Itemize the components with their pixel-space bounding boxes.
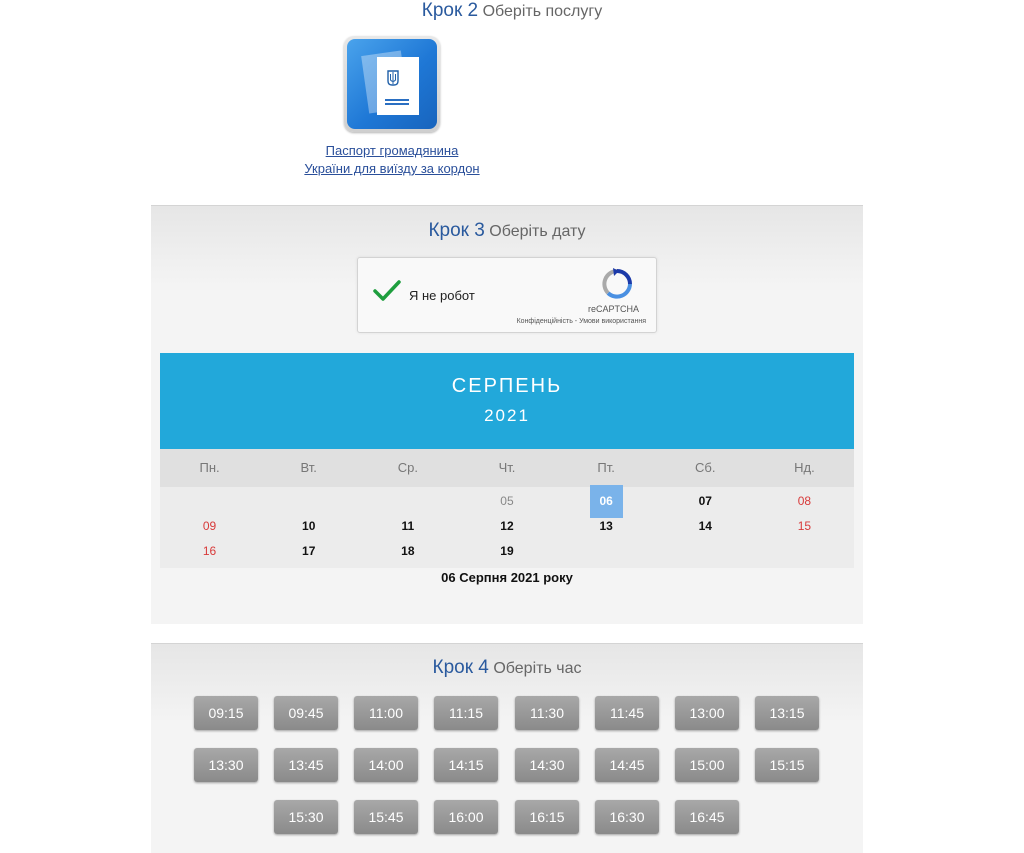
calendar-header bbox=[160, 353, 854, 449]
calendar-day[interactable]: 08 bbox=[797, 494, 812, 508]
time-slot-button[interactable]: 09:45 bbox=[274, 696, 338, 730]
calendar-day[interactable]: 18 bbox=[401, 544, 415, 558]
step2-text: Оберіть послугу bbox=[482, 3, 603, 20]
step3-panel bbox=[151, 205, 863, 624]
calendar-cell bbox=[358, 514, 457, 539]
step2-title bbox=[0, 0, 1024, 22]
weekday-label: Пт. bbox=[597, 460, 615, 475]
time-slot-button[interactable]: 15:45 bbox=[354, 800, 418, 834]
weekday-label: Пн. bbox=[199, 460, 220, 475]
calendar-month: СЕРПЕНЬ bbox=[451, 375, 563, 397]
calendar-day[interactable]: 10 bbox=[302, 519, 316, 533]
service-link-line2[interactable]: України для виїзду за кордон bbox=[304, 161, 480, 176]
calendar-day[interactable]: 16 bbox=[202, 544, 217, 558]
step3-number: Крок 3 bbox=[428, 220, 485, 241]
time-slot-button[interactable]: 15:00 bbox=[675, 748, 739, 782]
calendar-cell bbox=[358, 489, 457, 514]
calendar-day[interactable]: 09 bbox=[202, 519, 217, 533]
calendar-day[interactable]: 13 bbox=[599, 519, 613, 533]
calendar-cell bbox=[755, 539, 854, 564]
calendar-day-selected[interactable]: 06 bbox=[590, 485, 623, 518]
step4-text: Оберіть час bbox=[493, 660, 582, 677]
calendar-cell bbox=[259, 539, 358, 564]
date-calendar bbox=[160, 353, 854, 585]
service-link-line1[interactable]: Паспорт громадянина bbox=[325, 143, 459, 158]
captcha-brand: reCAPTCHA bbox=[588, 304, 640, 314]
calendar-day[interactable]: 11 bbox=[401, 519, 415, 533]
calendar-day[interactable]: 15 bbox=[797, 519, 812, 533]
calendar-weekdays bbox=[160, 449, 854, 487]
calendar-cell bbox=[656, 489, 755, 514]
captcha-links-separator: - bbox=[572, 318, 580, 325]
calendar-cell bbox=[160, 489, 259, 514]
weekday-label: Сб. bbox=[695, 460, 716, 475]
calendar-cell bbox=[755, 489, 854, 514]
weekday-label: Вт. bbox=[300, 460, 317, 475]
step4-panel bbox=[151, 643, 863, 853]
time-slot-button[interactable]: 16:30 bbox=[595, 800, 659, 834]
calendar-week-row bbox=[160, 514, 854, 539]
calendar-cell bbox=[656, 514, 755, 539]
calendar-cell bbox=[259, 514, 358, 539]
calendar-cell bbox=[557, 539, 656, 564]
step2-number: Крок 2 bbox=[421, 0, 479, 21]
calendar-year: 2021 bbox=[484, 406, 530, 425]
service-link[interactable] bbox=[292, 142, 492, 178]
calendar-week-row bbox=[160, 489, 854, 514]
calendar-days bbox=[160, 487, 854, 568]
calendar-cell bbox=[557, 514, 656, 539]
calendar-day: 05 bbox=[500, 494, 514, 508]
time-slot-button[interactable]: 14:30 bbox=[515, 748, 579, 782]
time-slot-button[interactable]: 09:15 bbox=[194, 696, 258, 730]
calendar-day[interactable]: 12 bbox=[500, 519, 514, 533]
calendar-week-row bbox=[160, 539, 854, 564]
time-slot-button[interactable]: 14:15 bbox=[434, 748, 498, 782]
captcha-privacy-link[interactable]: Конфіденційність bbox=[516, 318, 573, 325]
calendar-cell bbox=[755, 514, 854, 539]
time-slots bbox=[151, 696, 863, 852]
calendar-cell bbox=[457, 514, 556, 539]
time-row bbox=[151, 800, 863, 852]
weekday-label: Чт. bbox=[498, 460, 516, 475]
time-slot-button[interactable]: 13:00 bbox=[675, 696, 739, 730]
calendar-day[interactable]: 14 bbox=[698, 519, 712, 533]
calendar-cell bbox=[457, 489, 556, 514]
step4-number: Крок 4 bbox=[432, 657, 489, 678]
calendar-cell bbox=[259, 489, 358, 514]
passport-document-icon[interactable] bbox=[344, 36, 440, 132]
step3-title bbox=[151, 220, 863, 242]
service-option[interactable] bbox=[292, 36, 492, 178]
calendar-cell bbox=[160, 514, 259, 539]
time-slot-button[interactable]: 15:15 bbox=[755, 748, 819, 782]
time-slot-button[interactable]: 11:30 bbox=[515, 696, 579, 730]
recaptcha-widget[interactable] bbox=[357, 257, 657, 333]
weekday-label: Нд. bbox=[794, 460, 815, 475]
time-slot-button[interactable]: 16:00 bbox=[434, 800, 498, 834]
time-slot-button[interactable]: 11:45 bbox=[595, 696, 659, 730]
calendar-cell bbox=[160, 539, 259, 564]
calendar-day[interactable]: 07 bbox=[698, 494, 712, 508]
time-slot-button[interactable]: 13:15 bbox=[755, 696, 819, 730]
time-slot-button[interactable]: 13:30 bbox=[194, 748, 258, 782]
recaptcha-logo-icon bbox=[600, 267, 634, 306]
time-slot-button[interactable]: 13:45 bbox=[274, 748, 338, 782]
weekday-label: Ср. bbox=[397, 460, 418, 475]
step3-text: Оберіть дату bbox=[489, 223, 586, 240]
time-slot-button[interactable]: 11:00 bbox=[354, 696, 418, 730]
calendar-cell bbox=[358, 539, 457, 564]
step4-title bbox=[151, 657, 863, 679]
captcha-checkmark-icon[interactable] bbox=[372, 278, 402, 309]
calendar-cell bbox=[457, 539, 556, 564]
time-slot-button[interactable]: 14:00 bbox=[354, 748, 418, 782]
captcha-terms-link[interactable]: Умови використання bbox=[579, 318, 646, 325]
time-slot-button[interactable]: 14:45 bbox=[595, 748, 659, 782]
time-row bbox=[151, 748, 863, 800]
captcha-links bbox=[517, 318, 646, 325]
captcha-label[interactable]: Я не робот bbox=[409, 288, 475, 303]
time-slot-button[interactable]: 16:15 bbox=[515, 800, 579, 834]
selected-date-text: 06 Серпня 2021 року bbox=[441, 570, 573, 585]
time-slot-button[interactable]: 15:30 bbox=[274, 800, 338, 834]
calendar-day[interactable]: 17 bbox=[302, 544, 316, 558]
time-slot-button[interactable]: 11:15 bbox=[434, 696, 498, 730]
time-row bbox=[151, 696, 863, 748]
calendar-cell bbox=[656, 539, 755, 564]
calendar-cell bbox=[557, 489, 656, 514]
calendar-day[interactable]: 19 bbox=[500, 544, 514, 558]
time-slot-button[interactable]: 16:45 bbox=[675, 800, 739, 834]
